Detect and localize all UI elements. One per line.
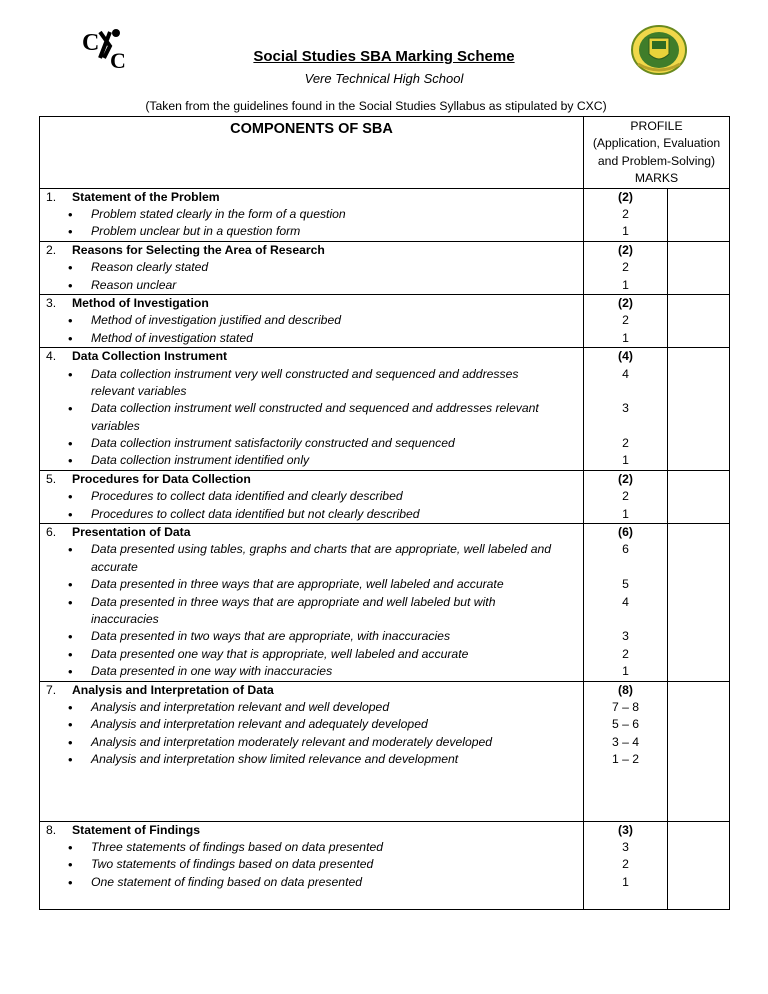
section-components-cell: [40, 294, 584, 347]
section-marks-cell: [584, 681, 668, 821]
criterion-mark: 1: [622, 277, 629, 292]
section-heading: [40, 822, 583, 839]
section-total-marks: (2): [618, 189, 633, 204]
section-title: Procedures for Data Collection: [72, 471, 251, 486]
criterion-text: • Reason clearly stated: [40, 259, 583, 276]
criterion-mark: 1: [622, 874, 629, 889]
section-marks-cell: [584, 241, 668, 294]
criterion-text: • Data presented using tables, graphs and charts that are appropriate, well labeled and: [40, 541, 583, 558]
criterion-text: • Two statements of findings based on data presented: [40, 856, 583, 873]
criterion-text: • Data presented in three ways that are appropriate, well labeled and accurate: [40, 576, 583, 593]
criterion-mark: 7 – 8: [611, 699, 640, 714]
section-number: 1.: [46, 189, 57, 204]
criterion-text: • Method of investigation stated: [40, 330, 583, 347]
section-components-cell: [40, 681, 584, 821]
criterion-mark: 3: [622, 629, 629, 644]
section-total-marks: (2): [618, 242, 633, 257]
profile-header-line: and Problem-Solving): [597, 153, 716, 168]
section-marks-cell: [584, 821, 668, 909]
section-heading: [40, 682, 583, 699]
section-number: 6.: [46, 525, 57, 540]
criterion-mark: 1 – 2: [611, 752, 640, 767]
section-score-cell: [668, 821, 730, 909]
profile-header-line: MARKS: [634, 171, 679, 186]
section-score-cell: [668, 348, 730, 471]
section-score-cell: [668, 524, 730, 682]
criterion-mark: 2: [622, 260, 629, 275]
section-row: [40, 294, 730, 347]
criterion-text: • Analysis and interpretation relevant and adequately developed: [40, 716, 583, 733]
criterion-mark: 5: [622, 577, 629, 592]
criterion-mark: 2: [622, 313, 629, 328]
section-number: 7.: [46, 682, 57, 697]
criterion-text: • Data collection instrument identified only: [40, 452, 583, 469]
section-title: Analysis and Interpretation of Data: [72, 682, 274, 697]
criterion-mark: 4: [622, 594, 629, 609]
section-score-cell: [668, 241, 730, 294]
section-score-cell: [668, 470, 730, 523]
criterion-text: • Analysis and interpretation relevant and well developed: [40, 699, 583, 716]
criterion-text: inaccuracies: [91, 612, 159, 626]
criterion-text: • Data collection instrument very well constructed and sequenced and addresses: [40, 366, 583, 383]
criterion-text: • Problem stated clearly in the form of a question: [40, 206, 583, 223]
section-title: Reasons for Selecting the Area of Research: [72, 242, 325, 257]
criterion-mark: 3: [622, 401, 629, 416]
criterion-text: • Method of investigation justified and described: [40, 312, 583, 329]
criterion-mark: 1: [622, 506, 629, 521]
section-number: 5.: [46, 471, 57, 486]
section-total-marks: (2): [618, 471, 633, 486]
section-total-marks: (2): [618, 295, 633, 310]
section-title: Presentation of Data: [72, 525, 191, 540]
profile-header-line: (Application, Evaluation: [592, 136, 721, 151]
criterion-text: • Reason unclear: [40, 277, 583, 294]
section-components-cell: [40, 524, 584, 682]
section-title: Statement of Findings: [72, 822, 200, 837]
criterion-mark: 2: [622, 857, 629, 872]
criterion-text: • Data collection instrument well constructed and sequenced and addresses relevant: [40, 400, 583, 417]
marking-table: [39, 116, 730, 910]
criterion-mark: 2: [622, 436, 629, 451]
criterion-text: • Data collection instrument satisfactorily constructed and sequenced: [40, 435, 583, 452]
section-number: 8.: [46, 822, 57, 837]
criterion-text: • One statement of finding based on data presented: [40, 874, 583, 891]
criterion-text: • Procedures to collect data identified and clearly described: [40, 488, 583, 505]
document-title: Social Studies SBA Marking Scheme: [253, 48, 515, 65]
section-heading: [40, 295, 583, 312]
section-total-marks: (8): [618, 682, 633, 697]
section-row: [40, 470, 730, 523]
criterion-mark: 2: [622, 207, 629, 222]
cxc-logo-c2: C: [110, 48, 126, 72]
section-score-cell: [668, 681, 730, 821]
section-total-marks: (4): [618, 349, 633, 364]
criterion-mark: 5 – 6: [611, 717, 640, 732]
section-heading: [40, 189, 583, 206]
profile-header-line: PROFILE: [630, 119, 683, 133]
section-total-marks: (3): [618, 822, 633, 837]
section-heading: [40, 242, 583, 259]
criterion-text: • Data presented in three ways that are appropriate and well labeled but with: [40, 594, 583, 611]
section-title: Data Collection Instrument: [72, 349, 228, 364]
criterion-mark: 1: [622, 453, 629, 468]
source-note: (Taken from the guidelines found in the Social Studies Syllabus as stipulated by CXC): [145, 99, 607, 113]
criterion-mark: 3 – 4: [611, 734, 640, 749]
section-row: [40, 241, 730, 294]
criterion-text: • Data presented one way that is appropriate, well labeled and accurate: [40, 646, 583, 663]
section-title: Statement of the Problem: [72, 189, 220, 204]
profile-header: [584, 117, 730, 189]
section-components-cell: [40, 470, 584, 523]
section-row: [40, 821, 730, 909]
section-marks-cell: [584, 524, 668, 682]
section-heading: [40, 348, 583, 365]
criterion-mark: 1: [622, 330, 629, 345]
criterion-mark: 3: [622, 840, 629, 855]
criterion-text: relevant variables: [91, 383, 187, 398]
section-row: [40, 348, 730, 471]
criterion-text: • Data presented in two ways that are appropriate, with inaccuracies: [40, 628, 583, 645]
section-marks-cell: [584, 294, 668, 347]
criterion-mark: 2: [622, 489, 629, 504]
section-row: [40, 681, 730, 821]
criterion-text: • Analysis and interpretation show limited relevance and development: [40, 751, 583, 768]
section-row: [40, 188, 730, 241]
criterion-mark: 1: [622, 664, 629, 679]
components-header: COMPONENTS OF SBA: [40, 117, 584, 189]
section-score-cell: [668, 188, 730, 241]
section-row: [40, 524, 730, 682]
section-components-cell: [40, 821, 584, 909]
section-marks-cell: [584, 348, 668, 471]
section-number: 2.: [46, 242, 57, 257]
section-heading: [40, 471, 583, 488]
section-total-marks: (6): [618, 525, 633, 540]
header-row: [40, 117, 730, 189]
criterion-mark: 1: [622, 224, 629, 239]
criterion-mark: 4: [622, 366, 629, 381]
criterion-text: • Data presented in one way with inaccuracies: [40, 663, 583, 680]
criterion-text: • Problem unclear but in a question form: [40, 223, 583, 240]
section-components-cell: [40, 188, 584, 241]
criterion-text: accurate: [91, 559, 138, 574]
section-components-cell: [40, 241, 584, 294]
criterion-text: • Analysis and interpretation moderately relevant and moderately developed: [40, 734, 583, 751]
criterion-text: • Three statements of findings based on data presented: [40, 839, 583, 856]
section-title: Method of Investigation: [72, 295, 209, 310]
criterion-mark: 6: [622, 542, 629, 557]
criterion-text: variables: [91, 418, 140, 433]
section-number: 4.: [46, 349, 57, 364]
section-score-cell: [668, 294, 730, 347]
criterion-text: • Procedures to collect data identified but not clearly described: [40, 506, 583, 523]
section-number: 3.: [46, 295, 57, 310]
cxc-logo-c1: C: [82, 30, 100, 56]
section-components-cell: [40, 348, 584, 471]
section-marks-cell: [584, 470, 668, 523]
section-heading: [40, 524, 583, 541]
school-name: Vere Technical High School: [304, 71, 464, 86]
section-marks-cell: [584, 188, 668, 241]
criterion-mark: 2: [622, 646, 629, 661]
